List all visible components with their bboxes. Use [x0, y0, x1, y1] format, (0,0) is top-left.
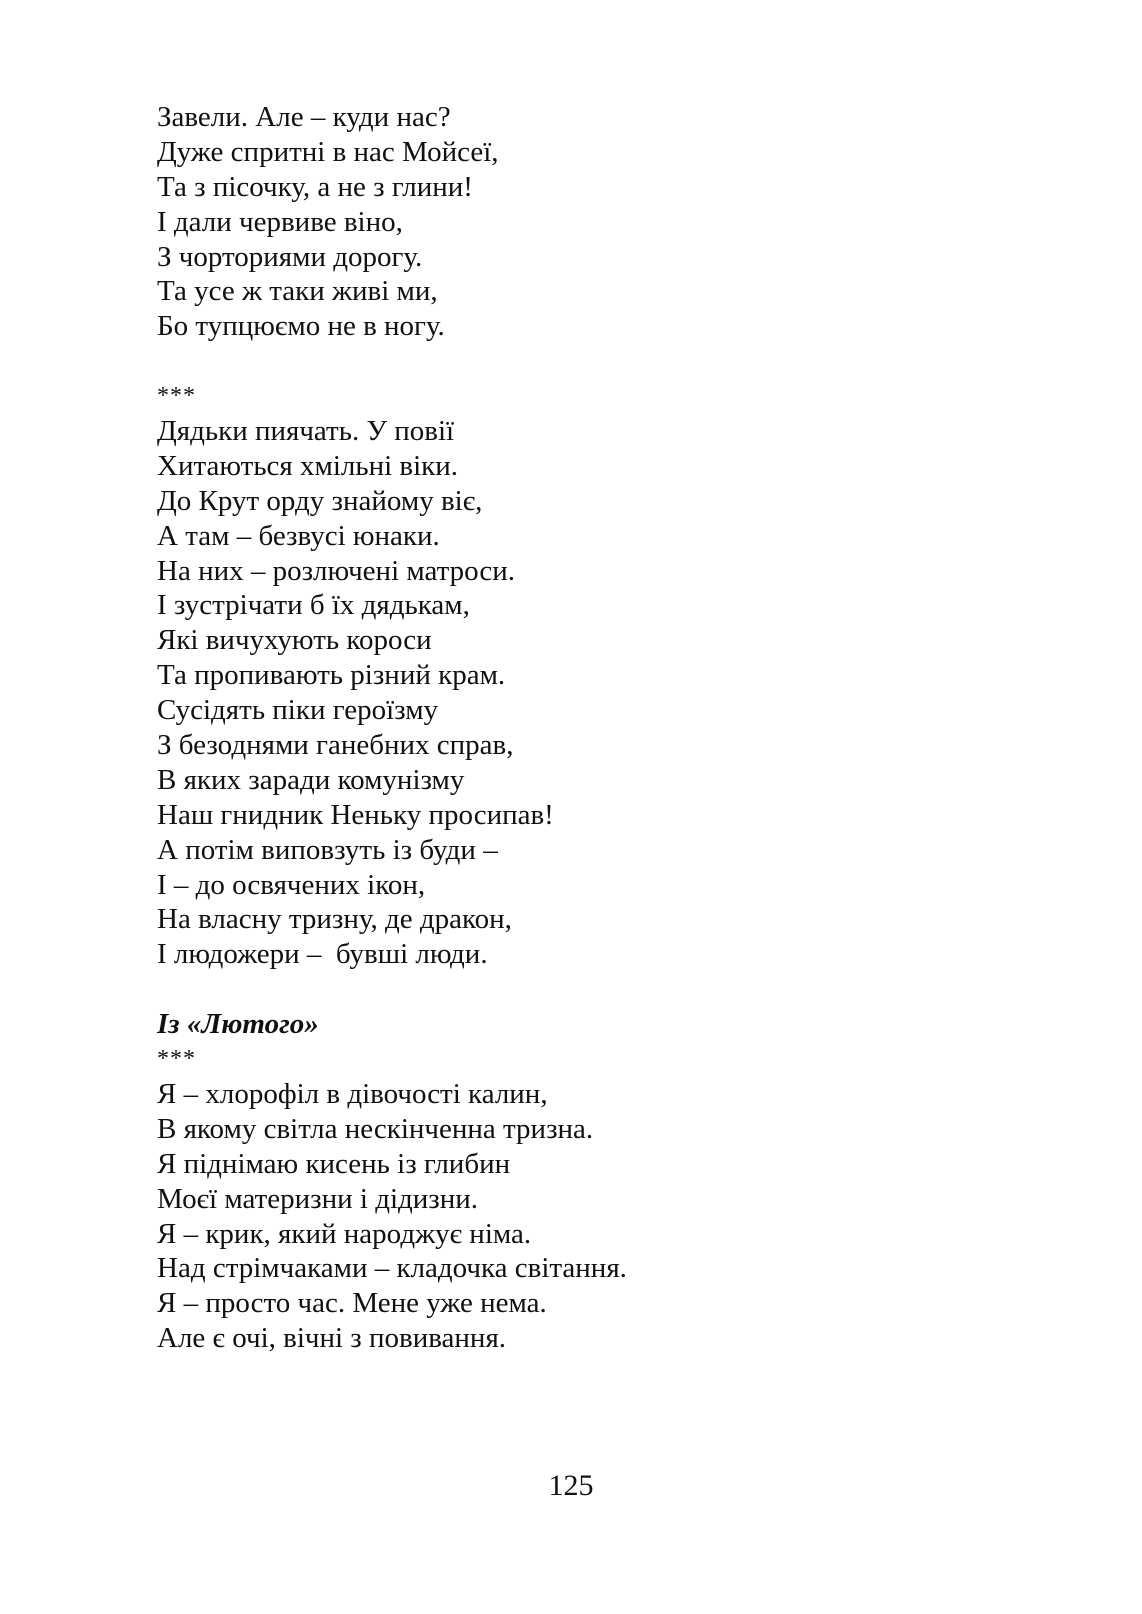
poem-line: Завели. Але – куди нас? — [157, 101, 451, 133]
poem-line: Я – просто час. Мене уже нема. — [157, 1287, 547, 1320]
section-heading: Із «Лютого» — [157, 1008, 319, 1041]
poem-line: В якому світла нескінченна тризна. — [157, 1112, 594, 1145]
poem-line: Я – хлорофіл в дівочості калин, — [157, 1077, 548, 1110]
poem-line: Але є очі, вічні з повивання. — [157, 1322, 507, 1355]
poem-line: І – до освячених ікон, — [157, 868, 426, 901]
poem-separator-asterisks: *** — [157, 383, 196, 410]
poem-line: А потім виповзуть із буди – — [157, 833, 498, 866]
poem-line: З чорториями дорогу. — [157, 240, 423, 273]
poem-line: Над стрімчаками – кладочка світання. — [157, 1252, 627, 1285]
poem-line: Та з пісочку, а не з глини! — [157, 170, 473, 203]
poem-line: Бо тупцюємо не в ногу. — [157, 310, 445, 343]
stanza-gap — [157, 972, 1057, 1007]
poem-line: І зустрічати б їх дядькам, — [157, 589, 470, 622]
poem-line: Сусідять піки героїзму — [157, 694, 439, 727]
poem-line: І людожери – бувші люди. — [157, 938, 488, 971]
poem-stanza-1 — [157, 100, 1057, 344]
poem-2 — [157, 379, 1057, 972]
poem-separator-asterisks: *** — [157, 1046, 196, 1073]
stanza-gap — [157, 344, 1057, 379]
poem-line: На них – розлючені матроси. — [157, 554, 516, 587]
poem-line: Які вичухують короси — [157, 624, 432, 657]
poem-line: Дядьки пиячать. У повії — [157, 415, 455, 448]
poem-line: Я піднімаю кисень із глибин — [157, 1147, 511, 1180]
poem-line: Та усе ж таки живі ми, — [157, 275, 438, 308]
poem-section-lyutoho — [157, 1007, 1057, 1356]
poem-line: Дуже спритні в нас Мойсеї, — [157, 135, 499, 168]
poem-line: До Крут орду знайому віє, — [157, 484, 483, 517]
poem-line: З безоднями ганебних справ, — [157, 729, 514, 762]
poem-line: В яких заради комунізму — [157, 763, 465, 796]
poem-line: Хитаються хмільні віки. — [157, 449, 459, 482]
poem-line: На власну тризну, де дракон, — [157, 903, 512, 936]
page-number: 125 — [548, 1469, 594, 1502]
poem-line: Моєї материзни і дідизни. — [157, 1182, 479, 1215]
poem-line: І дали червиве віно, — [157, 205, 403, 238]
poem-line: Та пропивають різний крам. — [157, 659, 506, 692]
poem-line: Я – крик, який народжує німа. — [157, 1217, 532, 1250]
poem-line: А там – безвусі юнаки. — [157, 519, 440, 552]
poem-line: Наш гнидник Неньку просипав! — [157, 798, 554, 831]
poem-text-block — [157, 100, 1057, 1356]
